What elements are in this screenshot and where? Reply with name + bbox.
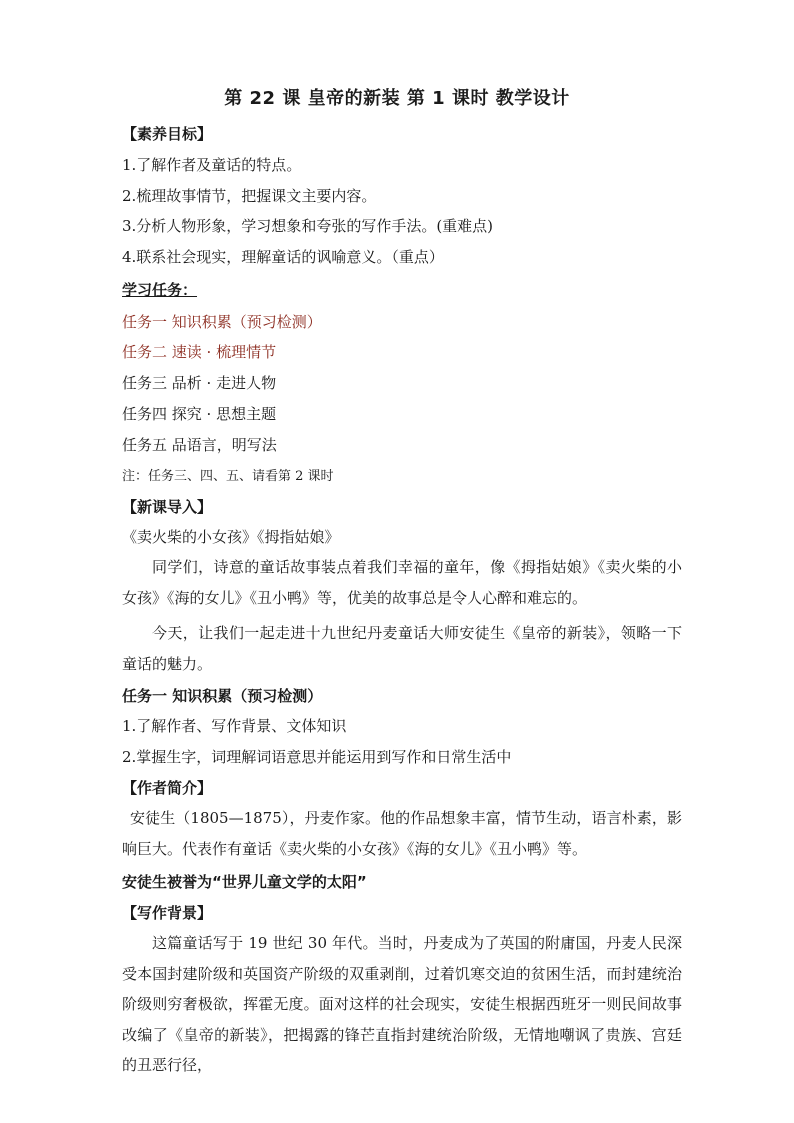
author-heading: 【作者简介】 xyxy=(122,779,213,797)
intro-paragraph: 今天，让我们一起走进十九世纪丹麦童话大师安徒生《皇帝的新装》，领略一下童话的魅力。 xyxy=(122,624,682,673)
intro-heading: 【新课导入】 xyxy=(122,498,213,516)
task1-heading: 任务一 知识积累（预习检测） xyxy=(122,687,323,705)
intro-books: 《卖火柴的小女孩》《拇指姑娘》 xyxy=(122,528,340,546)
document-title: 第 22 课 皇帝的新装 第 1 课时 教学设计 xyxy=(224,88,570,109)
task-item: 任务五 品语言，明写法 xyxy=(122,436,277,454)
task-item: 任务四 探究 · 思想主题 xyxy=(122,405,277,423)
task1-item: 2.掌握生字，词理解词语意思并能运用到写作和日常生活中 xyxy=(122,748,512,766)
task1-item: 1.了解作者、写作背景、文体知识 xyxy=(122,717,347,735)
task-item: 任务一 知识积累（预习检测） xyxy=(122,313,322,331)
background-paragraph: 这篇童话写于 19 世纪 30 年代。当时，丹麦成为了英国的附庸国，丹麦人民深受本国封建阶级和英国资产阶级的双重剥削，过着饥寒交迫的贫困生活，而封建统治阶级则穷奢极欲，挥霍无度。面对这样的社会现实，安徒生根据西班牙一则民间故事改编了《皇帝的新装》，把揭露的锋芒直指封建统治阶级，无情地嘲讽了贵族、宫廷的丑恶行径， xyxy=(122,934,682,1074)
goal-item: 3.分析人物形象，学习想象和夸张的写作手法。(重难点) xyxy=(122,217,494,235)
task-item: 任务二 速读 · 梳理情节 xyxy=(122,343,277,361)
author-note: 安徒生被誉为“世界儿童文学的太阳” xyxy=(122,873,367,891)
goal-item: 2.梳理故事情节，把握课文主要内容。 xyxy=(122,187,377,205)
intro-paragraph: 同学们，诗意的童话故事装点着我们幸福的童年，像《拇指姑娘》《卖火柴的小女孩》《海的女儿》《丑小鸭》等，优美的故事总是令人心醉和难忘的。 xyxy=(122,558,682,607)
goal-item: 1.了解作者及童话的特点。 xyxy=(122,156,302,174)
tasks-note: 注：任务三、四、五、请看第 2 课时 xyxy=(122,469,334,484)
background-heading: 【写作背景】 xyxy=(122,904,213,922)
goal-item: 4.联系社会现实，理解童话的讽喻意义。（重点） xyxy=(122,248,444,266)
tasks-heading: 学习任务： xyxy=(122,281,198,299)
author-paragraph: 安徒生（1805—1875），丹麦作家。他的作品想象丰富，情节生动，语言朴素，影响巨大。代表作有童话《卖火柴的小女孩》《海的女儿》《丑小鸭》等。 xyxy=(122,809,682,858)
goals-heading: 【素养目标】 xyxy=(122,125,213,143)
task-item: 任务三 品析 · 走进人物 xyxy=(122,374,277,392)
